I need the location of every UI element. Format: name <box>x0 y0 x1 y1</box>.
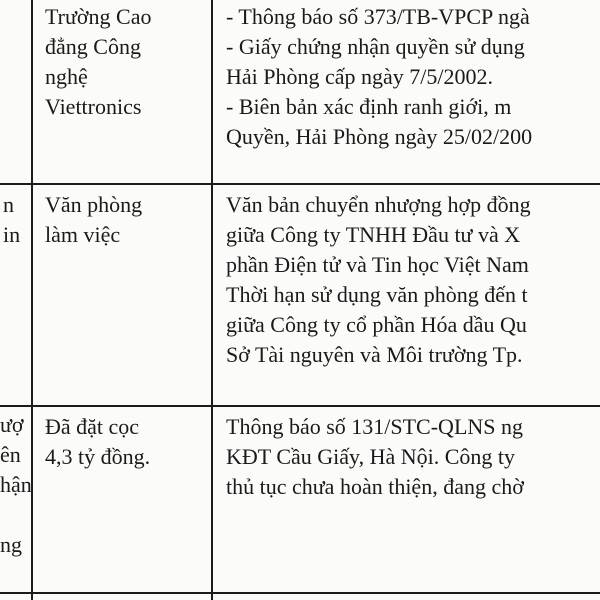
row2-col1-cell <box>3 190 20 250</box>
row3-col2-line: 4,3 tỷ đồng. <box>45 444 151 469</box>
row3-col3-line: KĐT Cầu Giấy, Hà Nội. Công ty <box>226 444 516 469</box>
column-border-2 <box>211 0 213 600</box>
row2-col3-line: Văn bản chuyển nhượng hợp đồng <box>226 192 531 217</box>
row1-col3-line: - Giấy chứng nhận quyền sử dụng <box>226 34 525 59</box>
row2-col2-line: Văn phòng <box>45 192 143 217</box>
row1-col3-line: - Thông báo số 373/TB-VPCP ngà <box>226 4 530 29</box>
row1-col3-line: Quyền, Hải Phòng ngày 25/02/200 <box>226 124 533 149</box>
row1-col2-line: đẳng Công <box>45 34 141 59</box>
row2-col3-line: giữa Công ty TNHH Đầu tư và X <box>226 222 521 247</box>
row2-col3-line: giữa Công ty cổ phần Hóa dầu Qu <box>226 312 527 337</box>
row-border-1 <box>0 183 600 185</box>
row1-col3-line: - Biên bản xác định ranh giới, m <box>226 94 512 119</box>
row1-col3-cell <box>226 2 532 152</box>
row3-col3-line: Thông báo số 131/STC-QLNS ng <box>226 414 523 439</box>
row3-col1-line: ượ <box>0 412 24 437</box>
row1-col3-line: Hải Phòng cấp ngày 7/5/2002. <box>226 64 494 89</box>
row1-col2-cell <box>45 2 152 122</box>
row2-col1-line: in <box>3 222 21 247</box>
row2-col2-line: làm việc <box>45 222 121 247</box>
row2-col2-cell <box>45 190 142 250</box>
row2-col3-cell <box>226 190 531 370</box>
row1-col2-line: Trường Cao <box>45 4 152 29</box>
row3-col3-cell <box>226 412 524 502</box>
row3-col1-cell <box>0 410 32 560</box>
row-border-3 <box>0 592 600 594</box>
row3-col2-line: Đã đặt cọc <box>45 414 140 439</box>
row2-col1-line: n <box>3 192 14 217</box>
row3-col1-line: ng <box>0 532 22 557</box>
row1-col2-line: Viettronics <box>45 94 142 119</box>
row2-col3-line: phần Điện tử và Tin học Việt Nam <box>226 252 529 277</box>
row3-col2-cell <box>45 412 150 472</box>
row2-col3-line: Thời hạn sử dụng văn phòng đến t <box>226 282 528 307</box>
row3-col1-line: hận <box>0 472 32 497</box>
row3-col1-line: ên <box>0 442 21 467</box>
row3-col1-line <box>0 500 32 530</box>
row3-col3-line: thủ tục chưa hoàn thiện, đang chờ <box>226 474 524 499</box>
row1-col2-line: nghệ <box>45 64 88 89</box>
row2-col3-line: Sở Tài nguyên và Môi trường Tp. <box>226 342 523 367</box>
row-border-2 <box>0 405 600 407</box>
